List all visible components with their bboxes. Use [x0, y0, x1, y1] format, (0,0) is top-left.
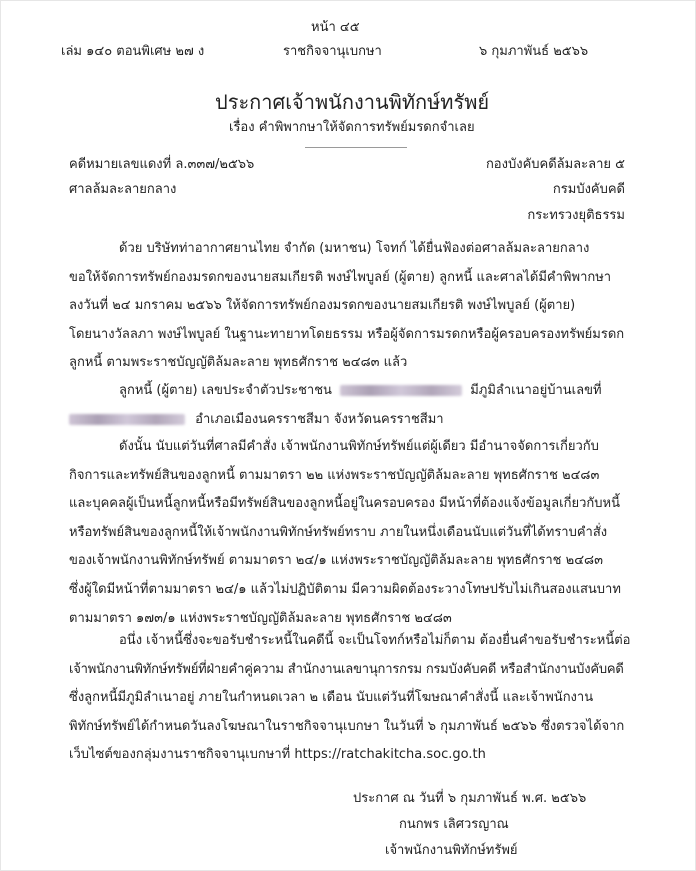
- bankruptcy-division: กองบังคับคดีล้มละลาย ๕: [485, 157, 625, 172]
- paragraph-line: เจ้าพนักงานพิทักษ์ทรัพย์ที่ฝ่ายคำคู่ความ สำนักงานเลขานุการกรม กรมบังคับคดี หรือสำนักงานบังคับคดี: [69, 661, 624, 677]
- paragraph-line: ลูกหนี้ ตามพระราชบัญญัติล้มละลาย พุทธศักราช ๒๔๘๓ แล้ว: [69, 355, 408, 371]
- redacted-id-number: [340, 385, 462, 396]
- paragraph-creditor-claims: [69, 627, 629, 770]
- debtor-id-label: ลูกหนี้ (ผู้ตาย) เลขประจำตัวประชาชน: [119, 383, 332, 398]
- paragraph-line: อนึ่ง เจ้าหนี้ซึ่งจะขอรับชำระหนี้ในคดีนี้ จะเป็นโจทก์หรือไม่ก็ตาม ต้องยื่นคำขอรับชำระหนี้ต่อ: [119, 633, 631, 648]
- signatory-position: เจ้าพนักงานพิทักษ์ทรัพย์: [385, 843, 518, 858]
- debtor-domicile-label: มีภูมิลำเนาอยู่บ้านเลขที่: [470, 383, 602, 398]
- redacted-address: [69, 414, 185, 425]
- signatory-name: กนกพร เลิศวรญาณ: [399, 817, 509, 832]
- paragraph-line: ตามมาตรา ๑๗๓/๑ แห่งพระราชบัญญัติล้มละลาย พุทธศักราช ๒๔๘๓: [69, 610, 452, 626]
- paragraph-line: พิทักษ์ทรัพย์ได้กำหนดวันลงโฆษณาในราชกิจจานุเบกษา ในวันที่ ๖ กุมภาพันธ์ ๒๕๖๖ ซึ่งตรวจได้จาก: [69, 718, 625, 734]
- paragraph-line: ซึ่งผู้ใดมีหน้าที่ตามมาตรา ๒๔/๑ แล้วไม่ปฏิบัติตาม มีความผิดต้องระวางโทษปรับไม่เกินสองแสนบาท: [69, 581, 621, 597]
- paragraph-lawsuit: [69, 235, 629, 378]
- paragraph-line: โดยนางวัลลภา พงษ์ไพบูลย์ ในฐานะทายาทโดยธรรม หรือผู้จัดการมรดกหรือผู้ครอบครองทรัพย์มรดก: [69, 326, 625, 342]
- department-name: กรมบังคับคดี: [552, 182, 625, 197]
- paragraph-line: กิจการและทรัพย์สินของลูกหนี้ ตามมาตรา ๒๒ แห่งพระราชบัญญัติล้มละลาย พุทธศักราช ๒๔๘๓: [69, 467, 600, 483]
- paragraph-line: ดังนั้น นับแต่วันที่ศาลมีคำสั่ง เจ้าพนักงานพิทักษ์ทรัพย์แต่ผู้เดียว มีอำนาจจัดการเกี่ยวกับ: [119, 439, 599, 454]
- paragraph-line: [69, 377, 629, 406]
- announcement-title: ประกาศเจ้าพนักงานพิทักษ์ทรัพย์: [215, 90, 490, 114]
- paragraph-line: ลงวันที่ ๒๔ มกราคม ๒๕๖๖ ให้จัดการทรัพย์กองมรดกของนายสมเกียรติ พงษ์ไพบูลย์ (ผู้ตาย): [69, 298, 576, 314]
- gazette-volume: เล่ม ๑๔๐ ตอนพิเศษ ๒๗ ง: [61, 44, 205, 59]
- paragraph-line: ซึ่งลูกหนี้มีภูมิลำเนาอยู่ ภายในกำหนดเวลา ๒ เดือน นับแต่วันที่โฆษณาคำสั่งนี้ และเจ้าพนักงาน: [69, 690, 594, 706]
- paragraph-receiver-authority: [69, 433, 629, 633]
- paragraph-line: ของเจ้าพนักงานพิทักษ์ทรัพย์ ตามมาตรา ๒๔/๑ แห่งพระราชบัญญัติล้มละลาย พุทธศักราช ๒๔๘๓: [69, 553, 603, 569]
- page-number: หน้า ๔๕: [311, 20, 360, 35]
- title-divider: [305, 147, 407, 148]
- ministry-name: กระทรวงยุติธรรม: [527, 208, 625, 223]
- gazette-date: ๖ กุมภาพันธ์ ๒๕๖๖: [479, 44, 589, 59]
- paragraph-line: [69, 406, 629, 435]
- gazette-name: ราชกิจจานุเบกษา: [283, 44, 382, 59]
- announcement-date: ประกาศ ณ วันที่ ๖ กุมภาพันธ์ พ.ศ. ๒๕๖๖: [353, 791, 587, 806]
- debtor-district: อำเภอเมืองนครราชสีมา จังหวัดนครราชสีมา: [195, 411, 444, 427]
- court-name: ศาลล้มละลายกลาง: [69, 182, 177, 197]
- announcement-subject: เรื่อง คำพิพากษาให้จัดการทรัพย์มรดกจำเลย: [229, 120, 475, 135]
- paragraph-debtor: [69, 377, 629, 434]
- paragraph-line: และบุคคลผู้เป็นหนี้ลูกหนี้หรือมีทรัพย์สินของลูกหนี้อยู่ในครอบครอง มีหน้าที่ต้องแจ้งข้อมูลเกี่ยวกับหนี้: [69, 496, 620, 512]
- paragraph-line: เว็บไซต์ของกลุ่มงานราชกิจจานุเบกษาที่ https://ratchakitcha.soc.go.th: [69, 747, 486, 763]
- paragraph-line: หรือทรัพย์สินของลูกหนี้ให้เจ้าพนักงานพิทักษ์ทรัพย์ทราบ ภายในหนึ่งเดือนนับแต่วันที่ได้ทราบคำสั่ง: [69, 524, 608, 540]
- paragraph-line: ด้วย บริษัทท่าอากาศยานไทย จำกัด (มหาชน) โจทก์ ได้ยื่นฟ้องต่อศาลล้มละลายกลาง: [119, 241, 590, 256]
- case-number: คดีหมายเลขแดงที่ ล.๓๓๗/๒๕๖๖: [69, 157, 255, 172]
- paragraph-line: ขอให้จัดการทรัพย์กองมรดกของนายสมเกียรติ พงษ์ไพบูลย์ (ผู้ตาย) ลูกหนี้ และศาลได้มีคำพิพากษา: [69, 269, 612, 285]
